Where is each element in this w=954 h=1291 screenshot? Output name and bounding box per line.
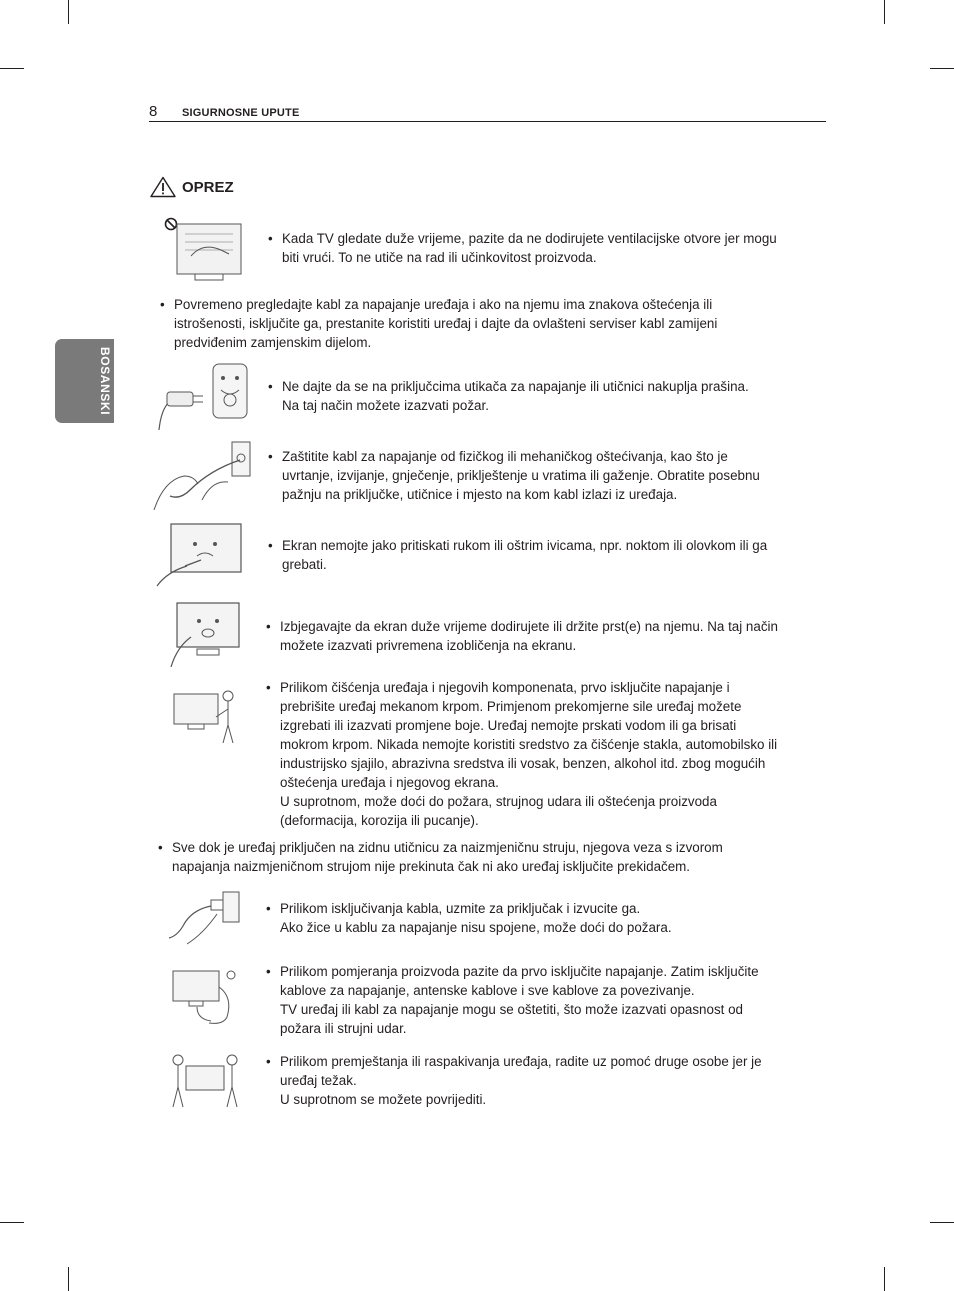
bullet-dot: • [268, 379, 273, 394]
crop-mark [930, 1222, 954, 1223]
text-line: uvrtanje, izvijanje, gnječenje, priklještenje u vratima ili gaženje. Obratite posebnu [282, 468, 760, 483]
bullet-dot: • [266, 901, 271, 916]
caution-label: OPREZ [182, 178, 234, 196]
bullet-dot: • [266, 680, 271, 695]
text-line: grebati. [282, 557, 327, 572]
text-line: TV uređaj ili kabl za napajanje mogu se oštetiti, što može izazvati opasnost od [280, 1002, 743, 1017]
text-line: požara ili strujni udar. [280, 1021, 407, 1036]
plug-dust-illustration [157, 360, 252, 432]
bullet-dot: • [266, 1054, 271, 1069]
crop-mark [0, 1222, 24, 1223]
text-line: Prilikom pomjeranja proizvoda pazite da prvo isključite napajanje. Zatim isključite [280, 964, 759, 979]
bullet-dot: • [268, 449, 273, 464]
text-line: Prilikom isključivanja kabla, uzmite za priključak i izvucite ga. [280, 901, 641, 916]
text-line: kablove za napajanje, antenske kablove i sve kablove za povezivanje. [280, 983, 695, 998]
section-title: SIGURNOSNE UPUTE [182, 107, 300, 119]
text-line: Ekran nemojte jako pritiskati rukom ili oštrim ivicama, npr. noktom ili olovkom ili ga [282, 538, 768, 553]
header-divider [149, 121, 826, 122]
two-person-lift-illustration [170, 1052, 240, 1110]
bullet-dot: • [268, 231, 273, 246]
text-line: Povremeno pregledajte kabl za napajanje uređaja i ako na njemu ima znakova oštećenja ili [174, 297, 713, 312]
text-line: pažnju na priključke, utičnice i mjesto na kom kabl izlazi iz uređaja. [282, 487, 678, 502]
text-line: Sve dok je uređaj priključen na zidnu utičnicu za naizmjeničnu struju, njegova veza s izvorom [172, 840, 723, 855]
text-line: Ako žice u kablu za napajanje nisu spojene, može doći do požara. [280, 920, 672, 935]
screen-press-illustration [155, 518, 247, 588]
text-line: Prilikom čišćenja uređaja i njegovih komponenata, prvo isključite napajanje i [280, 680, 730, 695]
bullet-ac-power [158, 838, 723, 876]
text-line: (deformacija, korozija ili pucanje). [280, 813, 479, 828]
moving-unplug-illustration [167, 967, 243, 1027]
screen-touch-illustration [167, 599, 245, 669]
caution-heading [150, 176, 234, 198]
bullet-cable-protect [268, 447, 760, 504]
crop-mark [68, 0, 69, 24]
text-line: U suprotnom, može doći do požara, strujnog udara ili oštećenja proizvoda [280, 794, 717, 809]
bullet-dot: • [266, 619, 271, 634]
bullet-dust [268, 377, 749, 415]
bullet-two-people [266, 1052, 762, 1109]
warning-triangle-icon [150, 176, 176, 198]
bullet-cleaning [266, 678, 777, 830]
text-line: mokrom krpom. Nikada nemojte koristiti sredstvo za čišćenje stakla, automobilsko ili [280, 737, 778, 752]
text-line: prebrišite uređaj mekanom krpom. Primjenom prekomjerne sile uređaj možete [280, 699, 742, 714]
crop-mark [68, 1267, 69, 1291]
text-line: oštećenja uređaja i njegovog ekrana. [280, 775, 499, 790]
bullet-unplug [266, 899, 672, 937]
text-line: Na taj način možete izazvati požar. [282, 398, 489, 413]
crop-mark [0, 68, 24, 69]
unplug-illustration [167, 888, 243, 948]
bullet-ventilation [268, 229, 777, 267]
crop-mark [884, 1267, 885, 1291]
text-line: industrijsko sjajilo, abrazivna sredstva ili vosak, benzen, alkohol itd. zbog mogućih [280, 756, 766, 771]
bullet-cable-check [160, 295, 717, 352]
text-line: napajanja naizmjeničnom strujom nije prekinuta čak ni ako uređaj isključite prekidačem. [172, 859, 691, 874]
ventilation-prohibited-illustration [163, 216, 245, 284]
text-line: predviđenim zamjenskim dijelom. [174, 335, 372, 350]
page-number: 8 [149, 103, 158, 120]
cleaning-illustration [168, 686, 240, 746]
text-line: Izbjegavajte da ekran duže vrijeme dodirujete ili držite prst(e) na njemu. Na taj način [280, 619, 778, 634]
text-line: istrošenosti, isključite ga, prestanite koristiti uređaj i dajte da ovlašteni serviser kabl zamijeni [174, 316, 718, 331]
bullet-dot: • [158, 840, 163, 855]
text-line: Kada TV gledate duže vrijeme, pazite da ne dodirujete ventilacijske otvore jer mogu [282, 231, 777, 246]
text-line: izgrebati ili izazvati promjene boje. Uređaj nemojte prskati vodom ili ga brisati [280, 718, 737, 733]
text-line: Zaštitite kabl za napajanje od fizičkog ili mehaničkog oštećivanja, kao što je [282, 449, 728, 464]
bullet-moving [266, 962, 759, 1038]
bullet-screen-press [268, 536, 767, 574]
bullet-dot: • [266, 964, 271, 979]
crop-mark [930, 68, 954, 69]
text-line: Prilikom premještanja ili raspakivanja uređaja, radite uz pomoć druge osobe jer je [280, 1054, 762, 1069]
text-line: biti vrući. To ne utiče na rad ili učinkovitost proizvoda. [282, 250, 597, 265]
text-line: možete izazvati privremena izobličenja na ekranu. [280, 638, 577, 653]
text-line: U suprotnom se možete povrijediti. [280, 1092, 487, 1107]
bullet-dot: • [268, 538, 273, 553]
text-line: uređaj težak. [280, 1073, 357, 1088]
language-tab-label: BOSANSKI [98, 346, 112, 416]
cable-damage-illustration [152, 440, 252, 512]
crop-mark [884, 0, 885, 24]
bullet-screen-touch [266, 617, 778, 655]
bullet-dot: • [160, 297, 165, 312]
text-line: Ne dajte da se na priključcima utikača za napajanje ili utičnici nakuplja prašina. [282, 379, 749, 394]
